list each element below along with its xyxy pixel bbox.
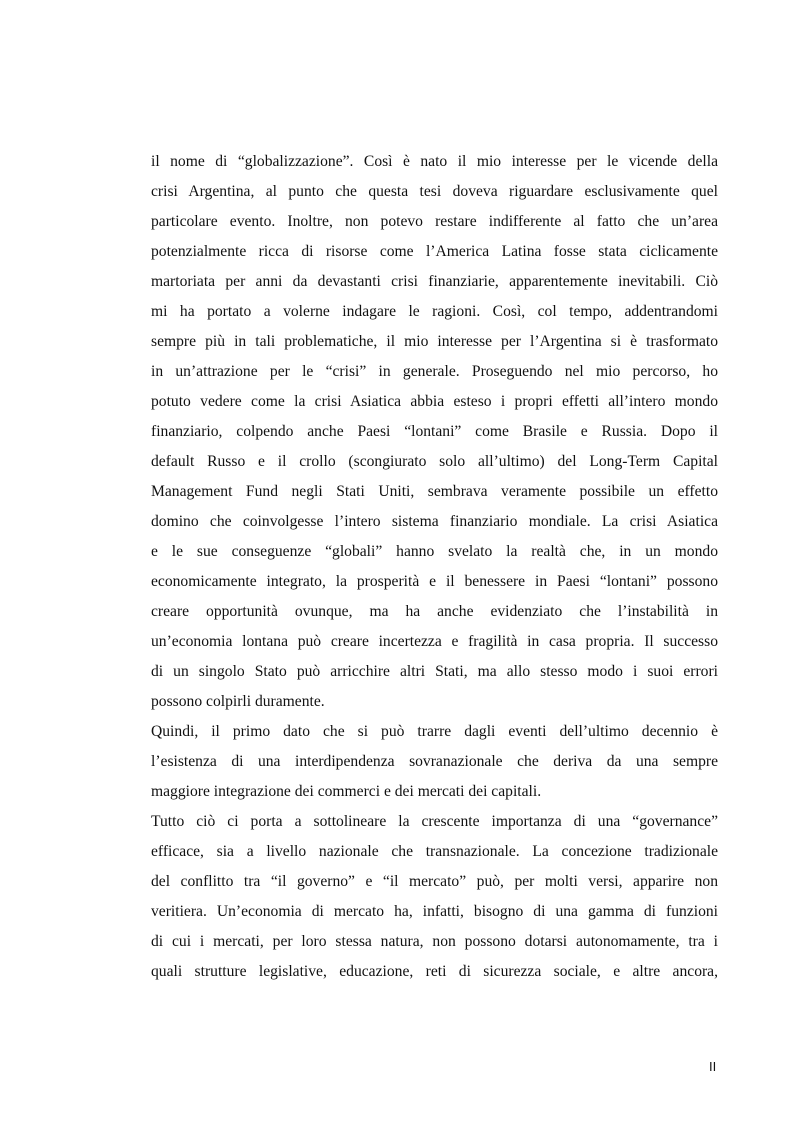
text-line: Management Fund negli Stati Uniti, sembrava veramente possibile un effetto bbox=[151, 483, 718, 500]
text-line: martoriata per anni da devastanti crisi finanziarie, apparentemente inevitabili. Ciò bbox=[151, 273, 718, 290]
text-line: in un’attrazione per le “crisi” in generale. Proseguendo nel mio percorso, ho bbox=[151, 363, 718, 380]
text-line: il nome di “globalizzazione”. Così è nato il mio interesse per le vicende della bbox=[151, 153, 718, 170]
text-line: di un singolo Stato può arricchire altri Stati, ma allo stesso modo i suoi errori bbox=[151, 663, 718, 680]
text-line: Quindi, il primo dato che si può trarre dagli eventi dell’ultimo decennio è bbox=[151, 723, 718, 740]
paragraph-1 bbox=[151, 147, 718, 717]
text-line: potenzialmente ricca di risorse come l’America Latina fosse stata ciclicamente bbox=[151, 243, 718, 260]
text-line: veritiera. Un’economia di mercato ha, infatti, bisogno di una gamma di funzioni bbox=[151, 903, 718, 920]
page-number: II bbox=[709, 1059, 717, 1074]
text-line: di cui i mercati, per loro stessa natura, non possono dotarsi autonomamente, tra i bbox=[151, 933, 718, 950]
document-body bbox=[151, 147, 718, 987]
paragraph-2 bbox=[151, 717, 718, 807]
text-line: possono colpirli duramente. bbox=[151, 693, 325, 710]
text-line: crisi Argentina, al punto che questa tesi doveva riguardare esclusivamente quel bbox=[151, 183, 718, 200]
text-line: maggiore integrazione dei commerci e dei mercati dei capitali. bbox=[151, 783, 542, 800]
paragraph-3 bbox=[151, 807, 718, 987]
text-line: particolare evento. Inoltre, non potevo restare indifferente al fatto che un’area bbox=[151, 213, 718, 230]
text-line: mi ha portato a volerne indagare le ragioni. Così, col tempo, addentrandomi bbox=[151, 303, 718, 320]
text-line: economicamente integrato, la prosperità e il benessere in Paesi “lontani” possono bbox=[151, 573, 718, 590]
text-line: quali strutture legislative, educazione, reti di sicurezza sociale, e altre ancora, bbox=[151, 963, 718, 980]
text-line: creare opportunità ovunque, ma ha anche evidenziato che l’instabilità in bbox=[151, 603, 718, 620]
text-line: del conflitto tra “il governo” e “il mercato” può, per molti versi, apparire non bbox=[151, 873, 718, 890]
text-line: Tutto ciò ci porta a sottolineare la crescente importanza di una “governance” bbox=[151, 813, 718, 830]
text-line: default Russo e il crollo (scongiurato solo all’ultimo) del Long-Term Capital bbox=[151, 453, 718, 470]
text-line: domino che coinvolgesse l’intero sistema finanziario mondiale. La crisi Asiatica bbox=[151, 513, 718, 530]
text-line: potuto vedere come la crisi Asiatica abbia esteso i propri effetti all’intero mondo bbox=[151, 393, 718, 410]
text-line: efficace, sia a livello nazionale che transnazionale. La concezione tradizionale bbox=[151, 843, 718, 860]
text-line: un’economia lontana può creare incertezza e fragilità in casa propria. Il successo bbox=[151, 633, 718, 650]
text-line: finanziario, colpendo anche Paesi “lontani” come Brasile e Russia. Dopo il bbox=[151, 423, 718, 440]
text-line: l’esistenza di una interdipendenza sovranazionale che deriva da una sempre bbox=[151, 753, 718, 770]
text-line: sempre più in tali problematiche, il mio interesse per l’Argentina si è trasformato bbox=[151, 333, 718, 350]
text-line: e le sue conseguenze “globali” hanno svelato la realtà che, in un mondo bbox=[151, 543, 718, 560]
